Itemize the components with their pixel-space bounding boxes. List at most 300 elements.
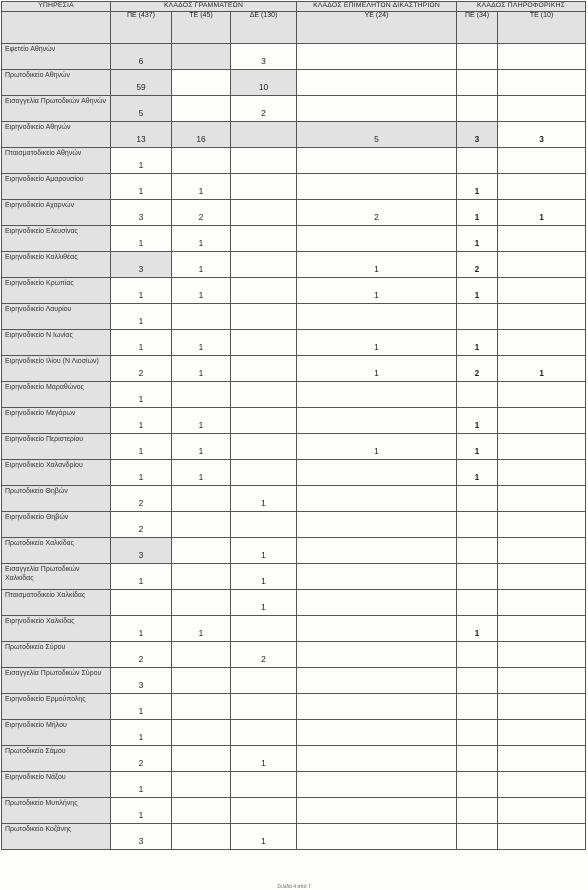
cell-value: 1: [138, 810, 144, 820]
service-cell: [2, 304, 111, 330]
service-name: Εισαγγελία Πρωτοδικών Αθηνών: [5, 98, 107, 105]
value-cell: [231, 694, 297, 720]
service-name: Πρωτοδικείο Μυτιλήνης: [5, 800, 78, 807]
value-cell: [457, 148, 498, 174]
cell-value: 2: [138, 758, 144, 768]
value-cell: [172, 330, 231, 356]
value-cell: [498, 304, 586, 330]
value-cell: [498, 226, 586, 252]
table-row: [2, 148, 586, 174]
cell-value: 1: [374, 290, 379, 300]
value-cell: [172, 798, 231, 824]
service-name: Ειρηνοδικείο Καλλιθέας: [5, 254, 78, 261]
cell-value: 1: [261, 602, 266, 612]
value-cell: [297, 746, 457, 772]
table-row: [2, 356, 586, 382]
header-col: ΤΕ (10): [498, 12, 586, 44]
value-cell: [111, 564, 172, 590]
cell-value: 1: [138, 732, 144, 742]
value-cell: [297, 252, 457, 278]
value-cell: [297, 720, 457, 746]
header-col: ΠΕ (34): [457, 12, 498, 44]
value-cell: [231, 616, 297, 642]
cell-value: 13: [136, 134, 146, 144]
value-cell: [297, 642, 457, 668]
cell-value: 3: [539, 134, 544, 144]
service-name: Ειρηνοδικείο Αμαρουσίου: [5, 176, 84, 183]
value-cell: [172, 278, 231, 304]
value-cell: [231, 252, 297, 278]
cell-value: 1: [198, 290, 204, 300]
service-cell: [2, 70, 111, 96]
value-cell: [498, 694, 586, 720]
table-row: [2, 70, 586, 96]
value-cell: [498, 252, 586, 278]
service-name: Πρωτοδικείο Θηβών: [5, 488, 68, 495]
cell-value: 2: [474, 368, 480, 378]
value-cell: [231, 174, 297, 200]
value-cell: [172, 694, 231, 720]
service-cell: [2, 564, 111, 590]
value-cell: [498, 512, 586, 538]
table-row: [2, 772, 586, 798]
value-cell: [231, 96, 297, 122]
header-group-it: ΚΛΑΔΟΣ ΠΛΗΡΟΦΟΡΙΚΗΣ: [457, 2, 586, 12]
value-cell: [498, 772, 586, 798]
service-name: Εισαγγελία Πρωτοδικών Χαλκίδας: [5, 566, 80, 582]
service-name: Ειρηνοδικείο Περιστερίου: [5, 436, 84, 443]
cell-value: 1: [138, 316, 144, 326]
value-cell: [111, 824, 172, 850]
value-cell: [498, 668, 586, 694]
service-cell: [2, 590, 111, 616]
value-cell: [498, 616, 586, 642]
cell-value: 1: [474, 290, 480, 300]
value-cell: [457, 252, 498, 278]
value-cell: [231, 720, 297, 746]
table-row: [2, 486, 586, 512]
value-cell: [172, 616, 231, 642]
table-row: [2, 694, 586, 720]
value-cell: [297, 512, 457, 538]
value-cell: [111, 590, 172, 616]
value-cell: [111, 70, 172, 96]
value-cell: [498, 720, 586, 746]
service-name: Πταισματοδικείο Αθηνών: [5, 150, 82, 157]
value-cell: [457, 720, 498, 746]
value-cell: [231, 798, 297, 824]
cell-value: 1: [138, 160, 144, 170]
value-cell: [111, 226, 172, 252]
cell-value: 1: [198, 264, 204, 274]
cell-value: 1: [198, 628, 204, 638]
value-cell: [297, 434, 457, 460]
cell-value: 10: [258, 82, 269, 92]
service-cell: [2, 96, 111, 122]
value-cell: [231, 304, 297, 330]
header-col: ΤΕ (45): [172, 12, 231, 44]
service-name: Ειρηνοδικείο Χαλανδρίου: [5, 462, 83, 469]
service-name: Πρωτοδικείο Σύρου: [5, 644, 66, 651]
service-name: Ειρηνοδικείο Ελευσίνας: [5, 228, 78, 235]
value-cell: [498, 590, 586, 616]
value-cell: [297, 70, 457, 96]
value-cell: [457, 434, 498, 460]
value-cell: [172, 434, 231, 460]
cell-value: 1: [198, 420, 204, 430]
service-cell: [2, 486, 111, 512]
value-cell: [457, 694, 498, 720]
value-cell: [231, 122, 297, 148]
cell-value: 1: [138, 576, 144, 586]
cell-value: 59: [136, 82, 146, 92]
value-cell: [111, 538, 172, 564]
value-cell: [111, 642, 172, 668]
cell-value: 1: [261, 758, 266, 768]
value-cell: [111, 148, 172, 174]
value-cell: [498, 70, 586, 96]
value-cell: [172, 174, 231, 200]
value-cell: [111, 278, 172, 304]
value-cell: [457, 772, 498, 798]
service-name: Ειρηνοδικείο Νάξου: [5, 774, 66, 781]
value-cell: [498, 434, 586, 460]
value-cell: [172, 564, 231, 590]
service-cell: [2, 122, 111, 148]
value-cell: [297, 564, 457, 590]
header-blank: [2, 12, 111, 44]
value-cell: [111, 408, 172, 434]
cell-value: 3: [138, 680, 144, 690]
table-row: [2, 538, 586, 564]
value-cell: [111, 356, 172, 382]
header-group-secretaries: ΚΛΑΔΟΣ ΓΡΑΜΜΑΤΕΩΝ: [111, 2, 297, 12]
value-cell: [297, 824, 457, 850]
service-name: Ειρηνοδικείο Ιλίου (Ν Λιοσίων): [5, 358, 99, 365]
table-row: [2, 174, 586, 200]
value-cell: [457, 616, 498, 642]
value-cell: [111, 174, 172, 200]
table-row: [2, 304, 586, 330]
value-cell: [231, 200, 297, 226]
value-cell: [297, 772, 457, 798]
cell-value: 1: [198, 186, 204, 196]
value-cell: [457, 122, 498, 148]
cell-value: 1: [138, 342, 144, 352]
table-row: [2, 408, 586, 434]
value-cell: [457, 486, 498, 512]
value-cell: [457, 590, 498, 616]
value-cell: [498, 746, 586, 772]
value-cell: [297, 356, 457, 382]
value-cell: [172, 668, 231, 694]
table-row: [2, 642, 586, 668]
value-cell: [498, 798, 586, 824]
service-name: Ειρηνοδικείο Λαυρίου: [5, 306, 72, 313]
value-cell: [231, 564, 297, 590]
value-cell: [498, 174, 586, 200]
value-cell: [111, 486, 172, 512]
table-row: [2, 44, 586, 70]
value-cell: [297, 590, 457, 616]
cell-value: 1: [198, 472, 204, 482]
value-cell: [297, 486, 457, 512]
value-cell: [457, 304, 498, 330]
value-cell: [297, 226, 457, 252]
service-cell: [2, 434, 111, 460]
value-cell: [111, 512, 172, 538]
cell-value: 3: [138, 550, 144, 560]
value-cell: [297, 44, 457, 70]
value-cell: [498, 564, 586, 590]
cell-value: 1: [138, 628, 144, 638]
value-cell: [457, 668, 498, 694]
table-row: [2, 564, 586, 590]
cell-value: 1: [138, 472, 144, 482]
cell-value: 2: [138, 368, 144, 378]
service-cell: [2, 278, 111, 304]
value-cell: [457, 226, 498, 252]
cell-value: 1: [474, 186, 480, 196]
service-cell: [2, 330, 111, 356]
cell-value: 1: [374, 446, 379, 456]
value-cell: [457, 746, 498, 772]
value-cell: [498, 200, 586, 226]
table-row: [2, 720, 586, 746]
service-cell: [2, 772, 111, 798]
value-cell: [172, 460, 231, 486]
cell-value: 5: [138, 108, 144, 118]
value-cell: [172, 122, 231, 148]
service-name: Ειρηνοδικείο Κρωπίας: [5, 280, 74, 287]
table-row: [2, 798, 586, 824]
service-name: Ειρηνοδικείο Μήλου: [5, 722, 67, 729]
table-row: [2, 330, 586, 356]
value-cell: [231, 382, 297, 408]
service-name: Πταισματοδικείο Χαλκίδας: [5, 592, 86, 599]
header-col: ΔΕ (130): [231, 12, 297, 44]
value-cell: [231, 486, 297, 512]
value-cell: [498, 460, 586, 486]
value-cell: [457, 382, 498, 408]
table-row: [2, 252, 586, 278]
header-col: ΥΕ (24): [297, 12, 457, 44]
value-cell: [297, 174, 457, 200]
value-cell: [172, 96, 231, 122]
value-cell: [172, 252, 231, 278]
value-cell: [231, 44, 297, 70]
value-cell: [172, 720, 231, 746]
cell-value: 1: [539, 368, 544, 378]
service-name: Εισαγγελία Πρωτοδικών Σύρου: [5, 670, 102, 677]
service-cell: [2, 642, 111, 668]
table-row: [2, 460, 586, 486]
service-name: Πρωτοδικείο Σάμου: [5, 748, 66, 755]
value-cell: [111, 616, 172, 642]
value-cell: [172, 356, 231, 382]
value-cell: [297, 460, 457, 486]
service-name: Πρωτοδικείο Αθηνών: [5, 72, 70, 79]
value-cell: [498, 408, 586, 434]
value-cell: [457, 564, 498, 590]
cell-value: 2: [138, 498, 144, 508]
header-col: ΠΕ (437): [111, 12, 172, 44]
cell-value: 1: [474, 342, 480, 352]
cell-value: 1: [198, 342, 204, 352]
cell-value: 2: [261, 654, 266, 664]
table-row: [2, 200, 586, 226]
value-cell: [457, 44, 498, 70]
value-cell: [498, 486, 586, 512]
cell-value: 2: [138, 654, 144, 664]
value-cell: [231, 226, 297, 252]
page-footer: Σελίδα 4 από 7: [277, 884, 311, 890]
value-cell: [498, 278, 586, 304]
cell-value: 1: [261, 550, 266, 560]
cell-value: 1: [138, 186, 144, 196]
value-cell: [231, 278, 297, 304]
cell-value: 1: [474, 238, 480, 248]
cell-value: 1: [261, 836, 266, 846]
value-cell: [172, 486, 231, 512]
cell-value: 3: [474, 134, 480, 144]
service-cell: [2, 460, 111, 486]
value-cell: [498, 96, 586, 122]
value-cell: [111, 96, 172, 122]
table-row: [2, 512, 586, 538]
cell-value: 1: [539, 212, 544, 222]
value-cell: [457, 200, 498, 226]
value-cell: [172, 44, 231, 70]
service-cell: [2, 44, 111, 70]
value-cell: [498, 44, 586, 70]
cell-value: 1: [198, 238, 204, 248]
cell-value: 3: [138, 212, 144, 222]
value-cell: [172, 304, 231, 330]
value-cell: [111, 694, 172, 720]
value-cell: [111, 720, 172, 746]
cell-value: 1: [138, 706, 144, 716]
value-cell: [297, 382, 457, 408]
header-service: ΥΠΗΡΕΣΙΑ: [2, 2, 111, 12]
value-cell: [457, 96, 498, 122]
value-cell: [111, 460, 172, 486]
cell-value: 1: [138, 290, 144, 300]
value-cell: [111, 44, 172, 70]
cell-value: 16: [196, 134, 206, 144]
cell-value: 1: [474, 212, 480, 222]
staff-table: [1, 1, 586, 850]
cell-value: 1: [374, 342, 379, 352]
value-cell: [457, 538, 498, 564]
cell-value: 1: [138, 446, 144, 456]
value-cell: [457, 278, 498, 304]
value-cell: [231, 460, 297, 486]
cell-value: 6: [138, 56, 144, 66]
cell-value: 5: [374, 134, 379, 144]
value-cell: [111, 668, 172, 694]
table-row: [2, 746, 586, 772]
value-cell: [457, 356, 498, 382]
value-cell: [457, 798, 498, 824]
value-cell: [297, 538, 457, 564]
table-row: [2, 590, 586, 616]
value-cell: [297, 304, 457, 330]
value-cell: [111, 304, 172, 330]
cell-value: 1: [198, 368, 204, 378]
value-cell: [231, 668, 297, 694]
value-cell: [172, 538, 231, 564]
cell-value: 1: [374, 368, 379, 378]
value-cell: [297, 278, 457, 304]
value-cell: [498, 148, 586, 174]
value-cell: [111, 330, 172, 356]
table-row: [2, 278, 586, 304]
cell-value: 1: [261, 498, 266, 508]
value-cell: [172, 70, 231, 96]
value-cell: [172, 512, 231, 538]
service-cell: [2, 616, 111, 642]
value-cell: [172, 772, 231, 798]
service-cell: [2, 174, 111, 200]
value-cell: [498, 824, 586, 850]
header-group-bailiffs: ΚΛΑΔΟΣ ΕΠΙΜΕΛΗΤΩΝ ΔΙΚΑΣΤΗΡΙΩΝ: [297, 2, 457, 12]
value-cell: [231, 590, 297, 616]
cell-value: 1: [474, 446, 480, 456]
value-cell: [231, 824, 297, 850]
service-name: Πρωτοδικείο Κοζάνης: [5, 826, 72, 833]
cell-value: 2: [261, 108, 266, 118]
value-cell: [231, 330, 297, 356]
service-cell: [2, 746, 111, 772]
service-cell: [2, 226, 111, 252]
service-name: Ειρηνοδικείο Ερμούπολης: [5, 696, 86, 703]
value-cell: [231, 408, 297, 434]
value-cell: [231, 512, 297, 538]
service-cell: [2, 512, 111, 538]
cell-value: 3: [261, 56, 266, 66]
service-cell: [2, 200, 111, 226]
value-cell: [297, 616, 457, 642]
cell-value: 1: [198, 446, 204, 456]
value-cell: [111, 772, 172, 798]
value-cell: [498, 122, 586, 148]
service-cell: [2, 668, 111, 694]
value-cell: [172, 590, 231, 616]
cell-value: 1: [138, 238, 144, 248]
cell-value: 1: [261, 576, 266, 586]
service-name: Εφετείο Αθηνών: [5, 46, 56, 53]
cell-value: 1: [138, 784, 144, 794]
table-row: [2, 122, 586, 148]
service-name: Ειρηνοδικείο Χαλκίδας: [5, 618, 75, 625]
service-cell: [2, 694, 111, 720]
service-cell: [2, 720, 111, 746]
value-cell: [111, 434, 172, 460]
value-cell: [111, 200, 172, 226]
value-cell: [457, 408, 498, 434]
service-cell: [2, 408, 111, 434]
value-cell: [297, 200, 457, 226]
service-name: Ειρηνοδικείο Αχαρνών: [5, 202, 75, 209]
value-cell: [231, 356, 297, 382]
service-cell: [2, 382, 111, 408]
value-cell: [297, 694, 457, 720]
cell-value: 1: [138, 420, 144, 430]
value-cell: [231, 746, 297, 772]
value-cell: [498, 356, 586, 382]
service-name: Ειρηνοδικείο Μεγάρων: [5, 410, 76, 417]
